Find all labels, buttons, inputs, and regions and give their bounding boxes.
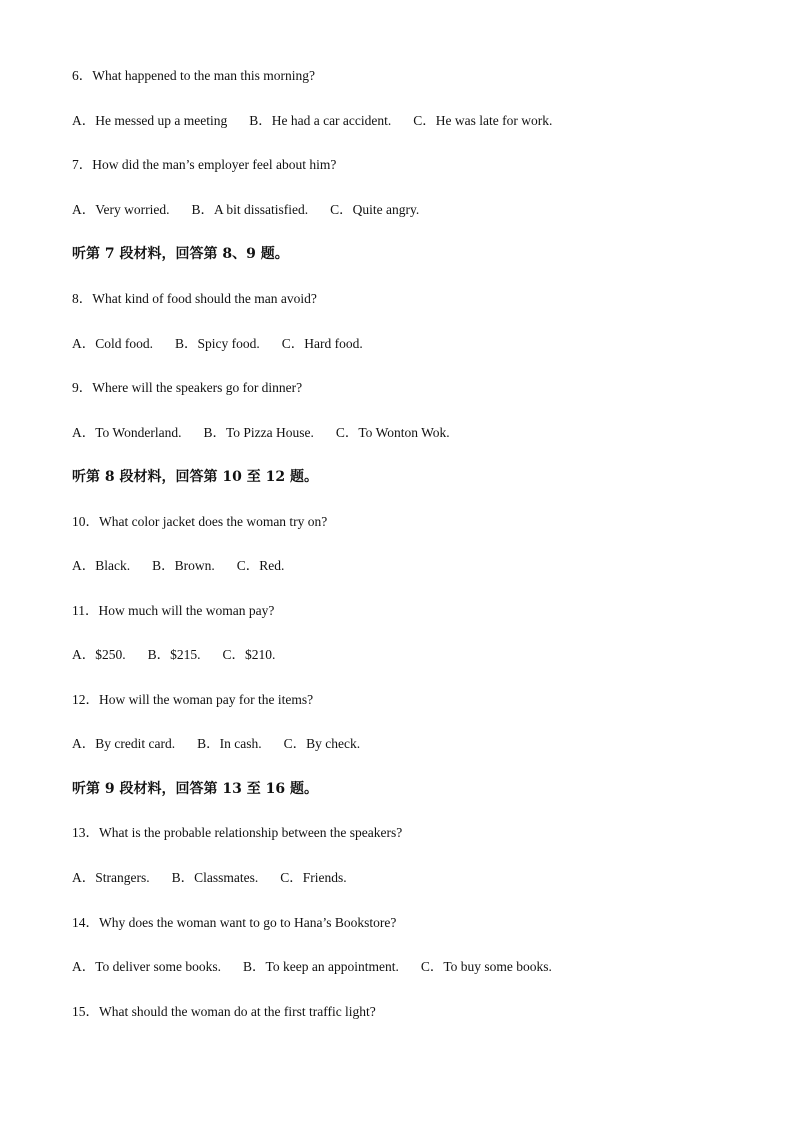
option-a: A．Strangers. xyxy=(72,870,150,885)
option-a: A．By credit card. xyxy=(72,736,176,751)
option-c: C．Friends. xyxy=(280,870,347,885)
option-a: A．He messed up a meeting xyxy=(72,113,228,128)
option-a: A．Very worried. xyxy=(72,202,170,217)
question-8: 8．What kind of food should the man avoid? xyxy=(72,291,317,306)
option-b: B．A bit dissatisfied. xyxy=(191,202,309,217)
section-heading-9: 听第 9 段材料，回答第 13 至 16 题。 xyxy=(72,781,318,797)
options-14 xyxy=(72,958,552,976)
options-6 xyxy=(72,112,552,130)
option-b: B．To keep an appointment. xyxy=(243,959,399,974)
options-13 xyxy=(72,869,347,887)
section-heading-7: 听第 7 段材料，回答第 8、9 题。 xyxy=(72,246,289,262)
option-c: C．Hard food. xyxy=(281,336,363,351)
option-b: B．In cash. xyxy=(197,736,262,751)
option-c: C．Quite angry. xyxy=(330,202,420,217)
options-7 xyxy=(72,201,419,219)
option-c: C．To buy some books. xyxy=(420,959,552,974)
option-a: A．Cold food. xyxy=(72,336,153,351)
option-c: C．To Wonton Wok. xyxy=(335,425,450,440)
options-10 xyxy=(72,557,284,575)
options-11 xyxy=(72,646,275,664)
question-14: 14．Why does the woman want to go to Hana’s Bookstore? xyxy=(72,915,397,930)
question-9: 9．Where will the speakers go for dinner? xyxy=(72,380,303,395)
option-a: A．To deliver some books. xyxy=(72,959,222,974)
question-11: 11．How much will the woman pay? xyxy=(72,603,275,618)
option-b: B．To Pizza House. xyxy=(203,425,314,440)
question-12: 12．How will the woman pay for the items? xyxy=(72,692,314,707)
option-b: B．Classmates. xyxy=(171,870,259,885)
question-6: 6．What happened to the man this morning? xyxy=(72,68,315,83)
options-9 xyxy=(72,424,450,442)
option-b: B．Brown. xyxy=(152,558,215,573)
section-heading-8: 听第 8 段材料，回答第 10 至 12 题。 xyxy=(72,469,318,485)
option-c: C．$210. xyxy=(222,647,276,662)
option-a: A．To Wonderland. xyxy=(72,425,182,440)
option-a: A．$250. xyxy=(72,647,126,662)
option-b: B．He had a car accident. xyxy=(249,113,392,128)
options-8 xyxy=(72,335,363,353)
option-c: C．By check. xyxy=(283,736,361,751)
question-13: 13．What is the probable relationship between the speakers? xyxy=(72,825,403,840)
option-c: C．He was late for work. xyxy=(413,113,553,128)
question-10: 10．What color jacket does the woman try on? xyxy=(72,514,328,529)
option-b: B．Spicy food. xyxy=(175,336,260,351)
option-a: A．Black. xyxy=(72,558,131,573)
question-15: 15．What should the woman do at the first traffic light? xyxy=(72,1004,376,1019)
option-b: B．$215. xyxy=(147,647,201,662)
question-7: 7．How did the man’s employer feel about him? xyxy=(72,157,337,172)
options-12 xyxy=(72,735,360,753)
option-c: C．Red. xyxy=(236,558,285,573)
